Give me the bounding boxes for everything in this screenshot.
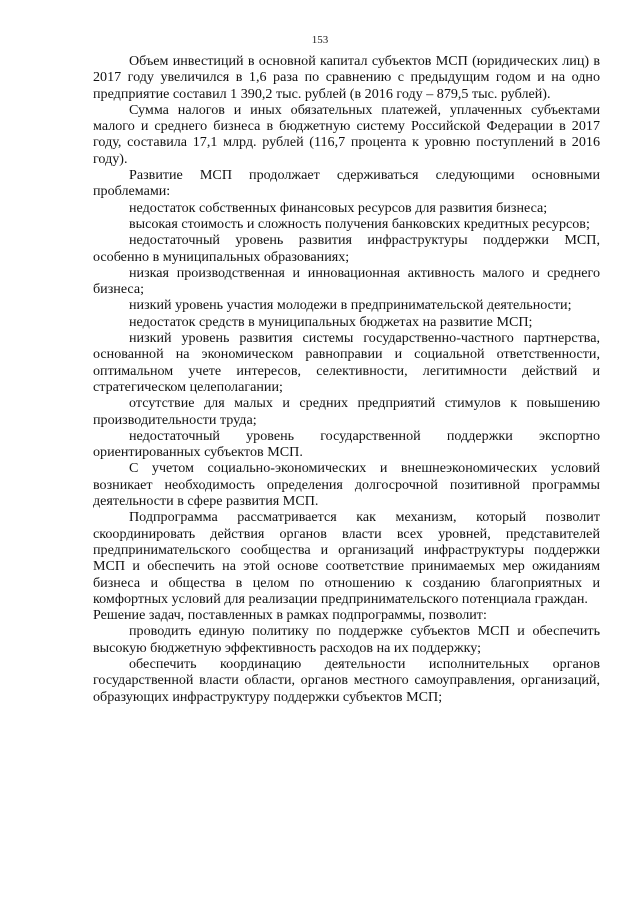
list-item: низкая производственная и инновационная активность малого и среднего бизнеса; — [93, 264, 600, 298]
list-item: низкий уровень развития системы государственно-частного партнерства, основанной на экономическом равноправии и социальной ответственности, оптимальном учете интересов, селективности, легитимности действий и стратегическом целеполагании; — [93, 330, 600, 395]
paragraph-subprogram-mechanism: Подпрограмма рассматривается как механизм, который позволит скоординировать действия органов власти всех уровней, представителей предпринимательского сообщества и организаций инфраструктуры поддержки МСП и обеспечить на этой основе соответствие принимаемых мер ожиданиям бизнеса и общества в целом по отношению к созданию благоприятных и комфортных условий для реализации предпринимательского потенциала граждан. — [93, 509, 600, 607]
list-item: высокая стоимость и сложность получения банковских кредитных ресурсов; — [129, 215, 590, 232]
list-item: недостаток собственных финансовых ресурсов для развития бизнеса; — [129, 199, 548, 216]
paragraph-conditions: С учетом социально-экономических и внешнеэкономических условий возникает необходимость определения долгосрочной позитивной программы деятельности в сфере развития МСП. — [93, 460, 600, 510]
list-item: низкий уровень участия молодежи в предпринимательской деятельности; — [129, 297, 572, 314]
list-item: недостаточный уровень государственной поддержки экспортно ориентированных субъектов МСП. — [93, 427, 600, 461]
paragraph-taxes: Сумма налогов и иных обязательных платежей, уплаченных субъектами малого и среднего бизнеса в бюджетную систему Российской Федерации в 2017 году, составила 17,1 млрд. рублей (116,7 процента к уровню поступлений в 2016 году). — [93, 101, 600, 167]
page-number: 153 — [311, 34, 329, 46]
list-item: недостаточный уровень развития инфраструктуры поддержки МСП, особенно в муниципальных образованиях; — [93, 232, 600, 265]
list-item: недостаток средств в муниципальных бюджетах на развитие МСП; — [129, 313, 533, 330]
paragraph-investment: Объем инвестиций в основной капитал субъектов МСП (юридических лиц) в 2017 году увеличился в 1,6 раза по сравнению с предыдущим годом и на одно предприятие составил 1 390,2 тыс. рублей (в 2016 году – 879,5 тыс. рублей). — [93, 53, 600, 102]
paragraph-tasks-intro: Решение задач, поставленных в рамках подпрограммы, позволит: — [93, 607, 487, 624]
list-item: проводить единую политику по поддержке субъектов МСП и обеспечить высокую бюджетную эффективность расходов на их поддержку; — [93, 623, 600, 656]
list-item: отсутствие для малых и средних предприятий стимулов к повышению производительности труда; — [93, 395, 600, 428]
body-text — [93, 53, 600, 705]
list-item: обеспечить координацию деятельности исполнительных органов государственной власти области, органов местного самоуправления, организаций, образующих инфраструктуру поддержки субъектов МСП; — [93, 655, 600, 705]
paragraph-problems-intro: Развитие МСП продолжает сдерживаться следующими основными проблемами: — [93, 167, 600, 200]
